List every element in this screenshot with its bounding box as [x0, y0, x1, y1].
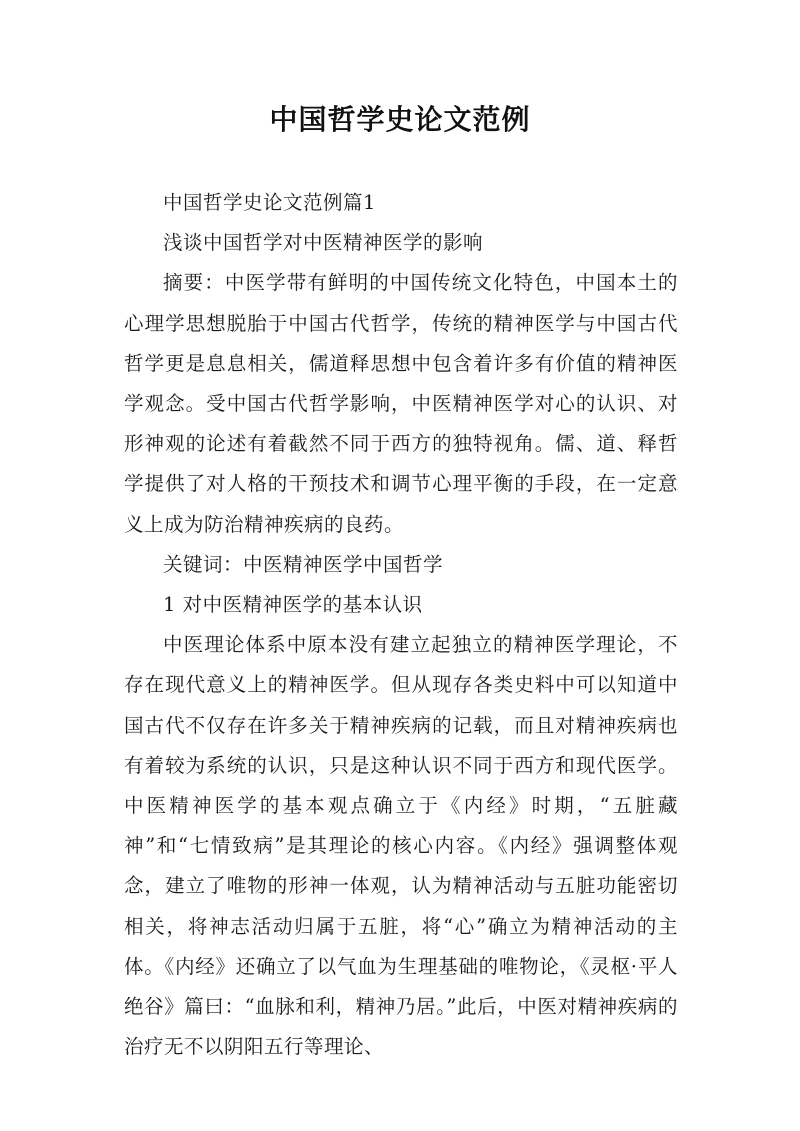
subsection-heading: 1 对中医精神医学的基本认识	[163, 593, 423, 617]
document-body	[124, 183, 678, 1067]
article-title: 浅谈中国哲学对中医精神医学的影响	[163, 231, 484, 255]
body-paragraph: 中医理论体系中原本没有建立起独立的精神医学理论，不存在现代意义上的精神医学。但从现存各类史料中可以知道中国古代不仅存在许多关于精神疾病的记载，而且对精神疾病也有着较为系统的认识，只是这种认识不同于西方和现代医学。中医精神医学的基本观点确立于《内经》时期，“五脏藏神”和“七情致病”是其理论的核心内容。《内经》强调整体观念，建立了唯物的形神一体观，认为精神活动与五脏功能密切相关，将神志活动归属于五脏，将“心”确立为精神活动的主体。《内经》还确立了以气血为生理基础的唯物论，《灵枢·平人绝谷》篇曰：“血脉和利，精神乃居。”此后，中医对精神疾病的治疗无不以阴阳五行等理论、	[124, 633, 678, 1059]
abstract-paragraph: 摘要：中医学带有鲜明的中国传统文化特色，中国本土的心理学思想脱胎于中国古代哲学，传统的精神医学与中国古代哲学更是息息相关，儒道释思想中包含着许多有价值的精神医学观念。受中国古代哲学影响，中医精神医学对心的认识、对形神观的论述有着截然不同于西方的独特视角。儒、道、释哲学提供了对人格的干预技术和调节心理平衡的手段，在一定意义上成为防治精神疾病的良药。	[124, 271, 678, 536]
document-title: 中国哲学史论文范例	[269, 103, 531, 136]
keywords-line: 关键词：中医精神医学中国哲学	[163, 552, 444, 576]
section-heading: 中国哲学史论文范例篇1	[163, 191, 376, 214]
